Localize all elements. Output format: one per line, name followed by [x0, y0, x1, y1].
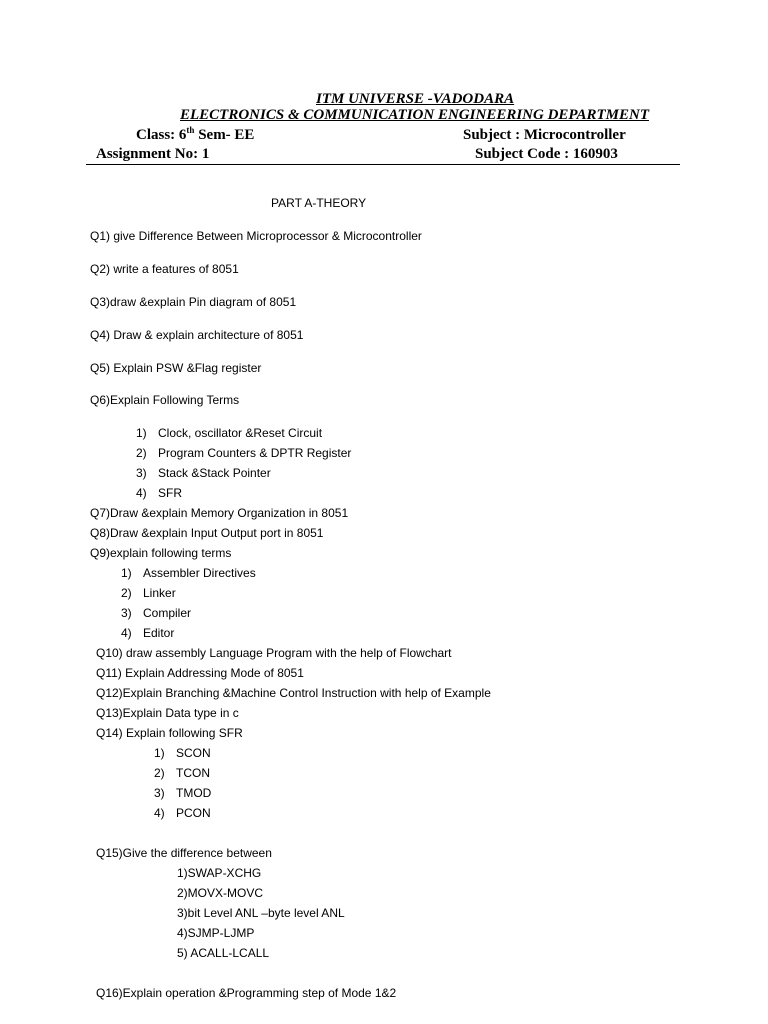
question-2: Q2) write a features of 8051: [90, 262, 239, 276]
department-title: ELECTRONICS & COMMUNICATION ENGINEERING DEPARTMENT: [180, 107, 649, 123]
question-11: Q11) Explain Addressing Mode of 8051: [96, 666, 304, 680]
list-item: 2) Linker: [121, 586, 176, 600]
list-item: 1) SCON: [154, 746, 211, 760]
list-item: 1) Assembler Directives: [121, 566, 256, 580]
question-12: Q12)Explain Branching &Machine Control Instruction with help of Example: [96, 686, 491, 700]
class-suffix: Sem- EE: [194, 127, 255, 143]
list-item: 2) TCON: [154, 766, 210, 780]
class-prefix: Class: 6: [136, 127, 187, 143]
question-6: Q6)Explain Following Terms: [90, 393, 240, 407]
class-sup: th: [186, 125, 195, 135]
header-divider: [86, 164, 680, 165]
question-9: Q9)explain following terms: [90, 546, 232, 560]
question-13: Q13)Explain Data type in c: [96, 706, 239, 720]
question-5: Q5) Explain PSW &Flag register: [90, 361, 262, 375]
question-8: Q8)Draw &explain Input Output port in 8051: [90, 526, 324, 540]
list-item: 4) PCON: [154, 806, 211, 820]
subject-info: Subject : Microcontroller: [463, 127, 626, 143]
part-title: PART A-THEORY: [271, 196, 367, 210]
list-item: 2) Program Counters & DPTR Register: [136, 446, 352, 460]
university-title: ITM UNIVERSE -VADODARA: [316, 91, 515, 107]
subject-code: Subject Code : 160903: [475, 146, 618, 162]
question-7: Q7)Draw &explain Memory Organization in 8051: [90, 506, 349, 520]
question-10: Q10) draw assembly Language Program with the help of Flowchart: [96, 646, 452, 660]
list-item: 2)MOVX-MOVC: [177, 886, 264, 900]
list-item: 1) Clock, oscillator &Reset Circuit: [136, 426, 323, 440]
question-14: Q14) Explain following SFR: [96, 726, 243, 740]
list-item: 3) Stack &Stack Pointer: [136, 466, 271, 480]
list-item: 3) TMOD: [154, 786, 212, 800]
question-15: Q15)Give the difference between: [96, 846, 272, 860]
question-16: Q16)Explain operation &Programming step of Mode 1&2: [96, 986, 397, 1000]
list-item: 3) Compiler: [121, 606, 192, 620]
assignment-number: Assignment No: 1: [96, 146, 210, 162]
list-item: 4) SFR: [136, 486, 182, 500]
list-item: 1)SWAP-XCHG: [177, 866, 262, 880]
question-3: Q3)draw &explain Pin diagram of 8051: [90, 295, 297, 309]
question-1: Q1) give Difference Between Microprocessor & Microcontroller: [90, 229, 422, 243]
question-4: Q4) Draw & explain architecture of 8051: [90, 328, 304, 342]
list-item: 4)SJMP-LJMP: [177, 926, 255, 940]
list-item: 4) Editor: [121, 626, 175, 640]
list-item: 5) ACALL-LCALL: [177, 946, 270, 960]
list-item: 3)bit Level ANL –byte level ANL: [177, 906, 345, 920]
class-info: [136, 127, 254, 144]
